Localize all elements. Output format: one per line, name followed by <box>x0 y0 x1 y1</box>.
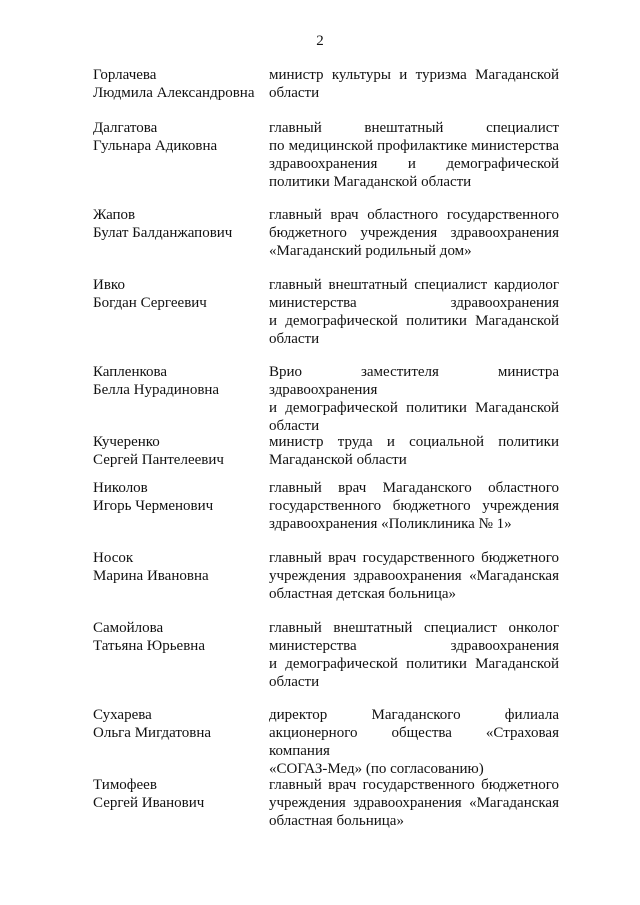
person-surname: Николов <box>93 480 148 496</box>
person-position <box>269 619 559 691</box>
person-position <box>269 549 559 603</box>
position-line: главный врач государственного бюджетного <box>269 777 559 793</box>
person-position <box>269 433 559 469</box>
position-line: политики Магаданской области <box>269 174 472 190</box>
person-name <box>93 619 263 655</box>
position-line: области <box>269 85 320 101</box>
person-name <box>93 479 263 515</box>
person-name <box>93 66 263 102</box>
position-line: министерства здравоохранения <box>269 295 559 311</box>
person-name <box>93 433 263 469</box>
person-surname: Носок <box>93 550 134 566</box>
person-given-name: Сергей Иванович <box>93 795 205 811</box>
position-line: и демографической политики Магаданской <box>269 313 559 329</box>
position-line: Врио заместителя министра здравоохранения <box>269 364 559 398</box>
person-position <box>269 66 559 102</box>
position-line: директор Магаданского филиала <box>269 707 559 723</box>
person-name <box>93 776 263 812</box>
position-line: области <box>269 674 320 690</box>
position-line: здравоохранения и демографической <box>269 156 559 172</box>
position-line: областная детская больница» <box>269 586 457 602</box>
position-line: главный внештатный специалист онколог <box>269 620 559 636</box>
position-line: «СОГАЗ-Мед» (по согласованию) <box>269 761 484 777</box>
position-line: по медицинской профилактике министерства <box>269 138 559 154</box>
person-given-name: Богдан Сергеевич <box>93 295 207 311</box>
person-surname: Горлачева <box>93 67 157 83</box>
person-name <box>93 276 263 312</box>
position-line: государственного бюджетного учреждения <box>269 498 559 514</box>
person-given-name: Игорь Черменович <box>93 498 214 514</box>
person-surname: Жапов <box>93 207 136 223</box>
person-position <box>269 363 559 435</box>
person-surname: Сухарева <box>93 707 152 723</box>
person-position <box>269 706 559 778</box>
person-given-name: Сергей Пантелеевич <box>93 452 224 468</box>
person-given-name: Булат Балданжапович <box>93 225 233 241</box>
position-line: и демографической политики Магаданской <box>269 656 559 672</box>
position-line: учреждения здравоохранения «Магаданская <box>269 568 559 584</box>
person-surname: Далгатова <box>93 120 158 136</box>
person-given-name: Белла Нурадиновна <box>93 382 220 398</box>
position-line: министр труда и социальной политики <box>269 434 559 450</box>
person-name <box>93 549 263 585</box>
position-line: главный внештатный специалист <box>269 120 559 136</box>
person-name <box>93 363 263 399</box>
person-surname: Тимофеев <box>93 777 157 793</box>
person-position <box>269 119 559 191</box>
person-given-name: Ольга Мигдатовна <box>93 725 212 741</box>
position-line: учреждения здравоохранения «Магаданская <box>269 795 559 811</box>
person-surname: Капленкова <box>93 364 168 380</box>
position-line: министр культуры и туризма Магаданской <box>269 67 559 83</box>
person-name <box>93 119 263 155</box>
position-line: областная больница» <box>269 813 404 829</box>
position-line: главный врач областного государственного <box>269 207 559 223</box>
page-number: 2 <box>316 33 324 49</box>
position-line: акционерного общества «Страховая компания <box>269 725 559 759</box>
person-name <box>93 206 263 242</box>
position-line: бюджетного учреждения здравоохранения <box>269 225 559 241</box>
person-surname: Ивко <box>93 277 125 293</box>
person-position <box>269 479 559 533</box>
person-position <box>269 206 559 260</box>
position-line: главный врач Магаданского областного <box>269 480 559 496</box>
position-line: области <box>269 331 320 347</box>
person-given-name: Татьяна Юрьевна <box>93 638 205 654</box>
person-given-name: Гульнара Адиковна <box>93 138 218 154</box>
person-position <box>269 776 559 830</box>
person-given-name: Людмила Александровна <box>93 85 255 101</box>
person-position <box>269 276 559 348</box>
person-surname: Кучеренко <box>93 434 160 450</box>
position-line: и демографической политики Магаданской <box>269 400 559 416</box>
person-surname: Самойлова <box>93 620 164 636</box>
person-given-name: Марина Ивановна <box>93 568 209 584</box>
position-line: Магаданской области <box>269 452 407 468</box>
position-line: главный внештатный специалист кардиолог <box>269 277 559 293</box>
position-line: главный врач государственного бюджетного <box>269 550 559 566</box>
position-line: здравоохранения «Поликлиника № 1» <box>269 516 512 532</box>
position-line: области <box>269 418 320 434</box>
person-name <box>93 706 263 742</box>
position-line: министерства здравоохранения <box>269 638 559 654</box>
position-line: «Магаданский родильный дом» <box>269 243 472 259</box>
